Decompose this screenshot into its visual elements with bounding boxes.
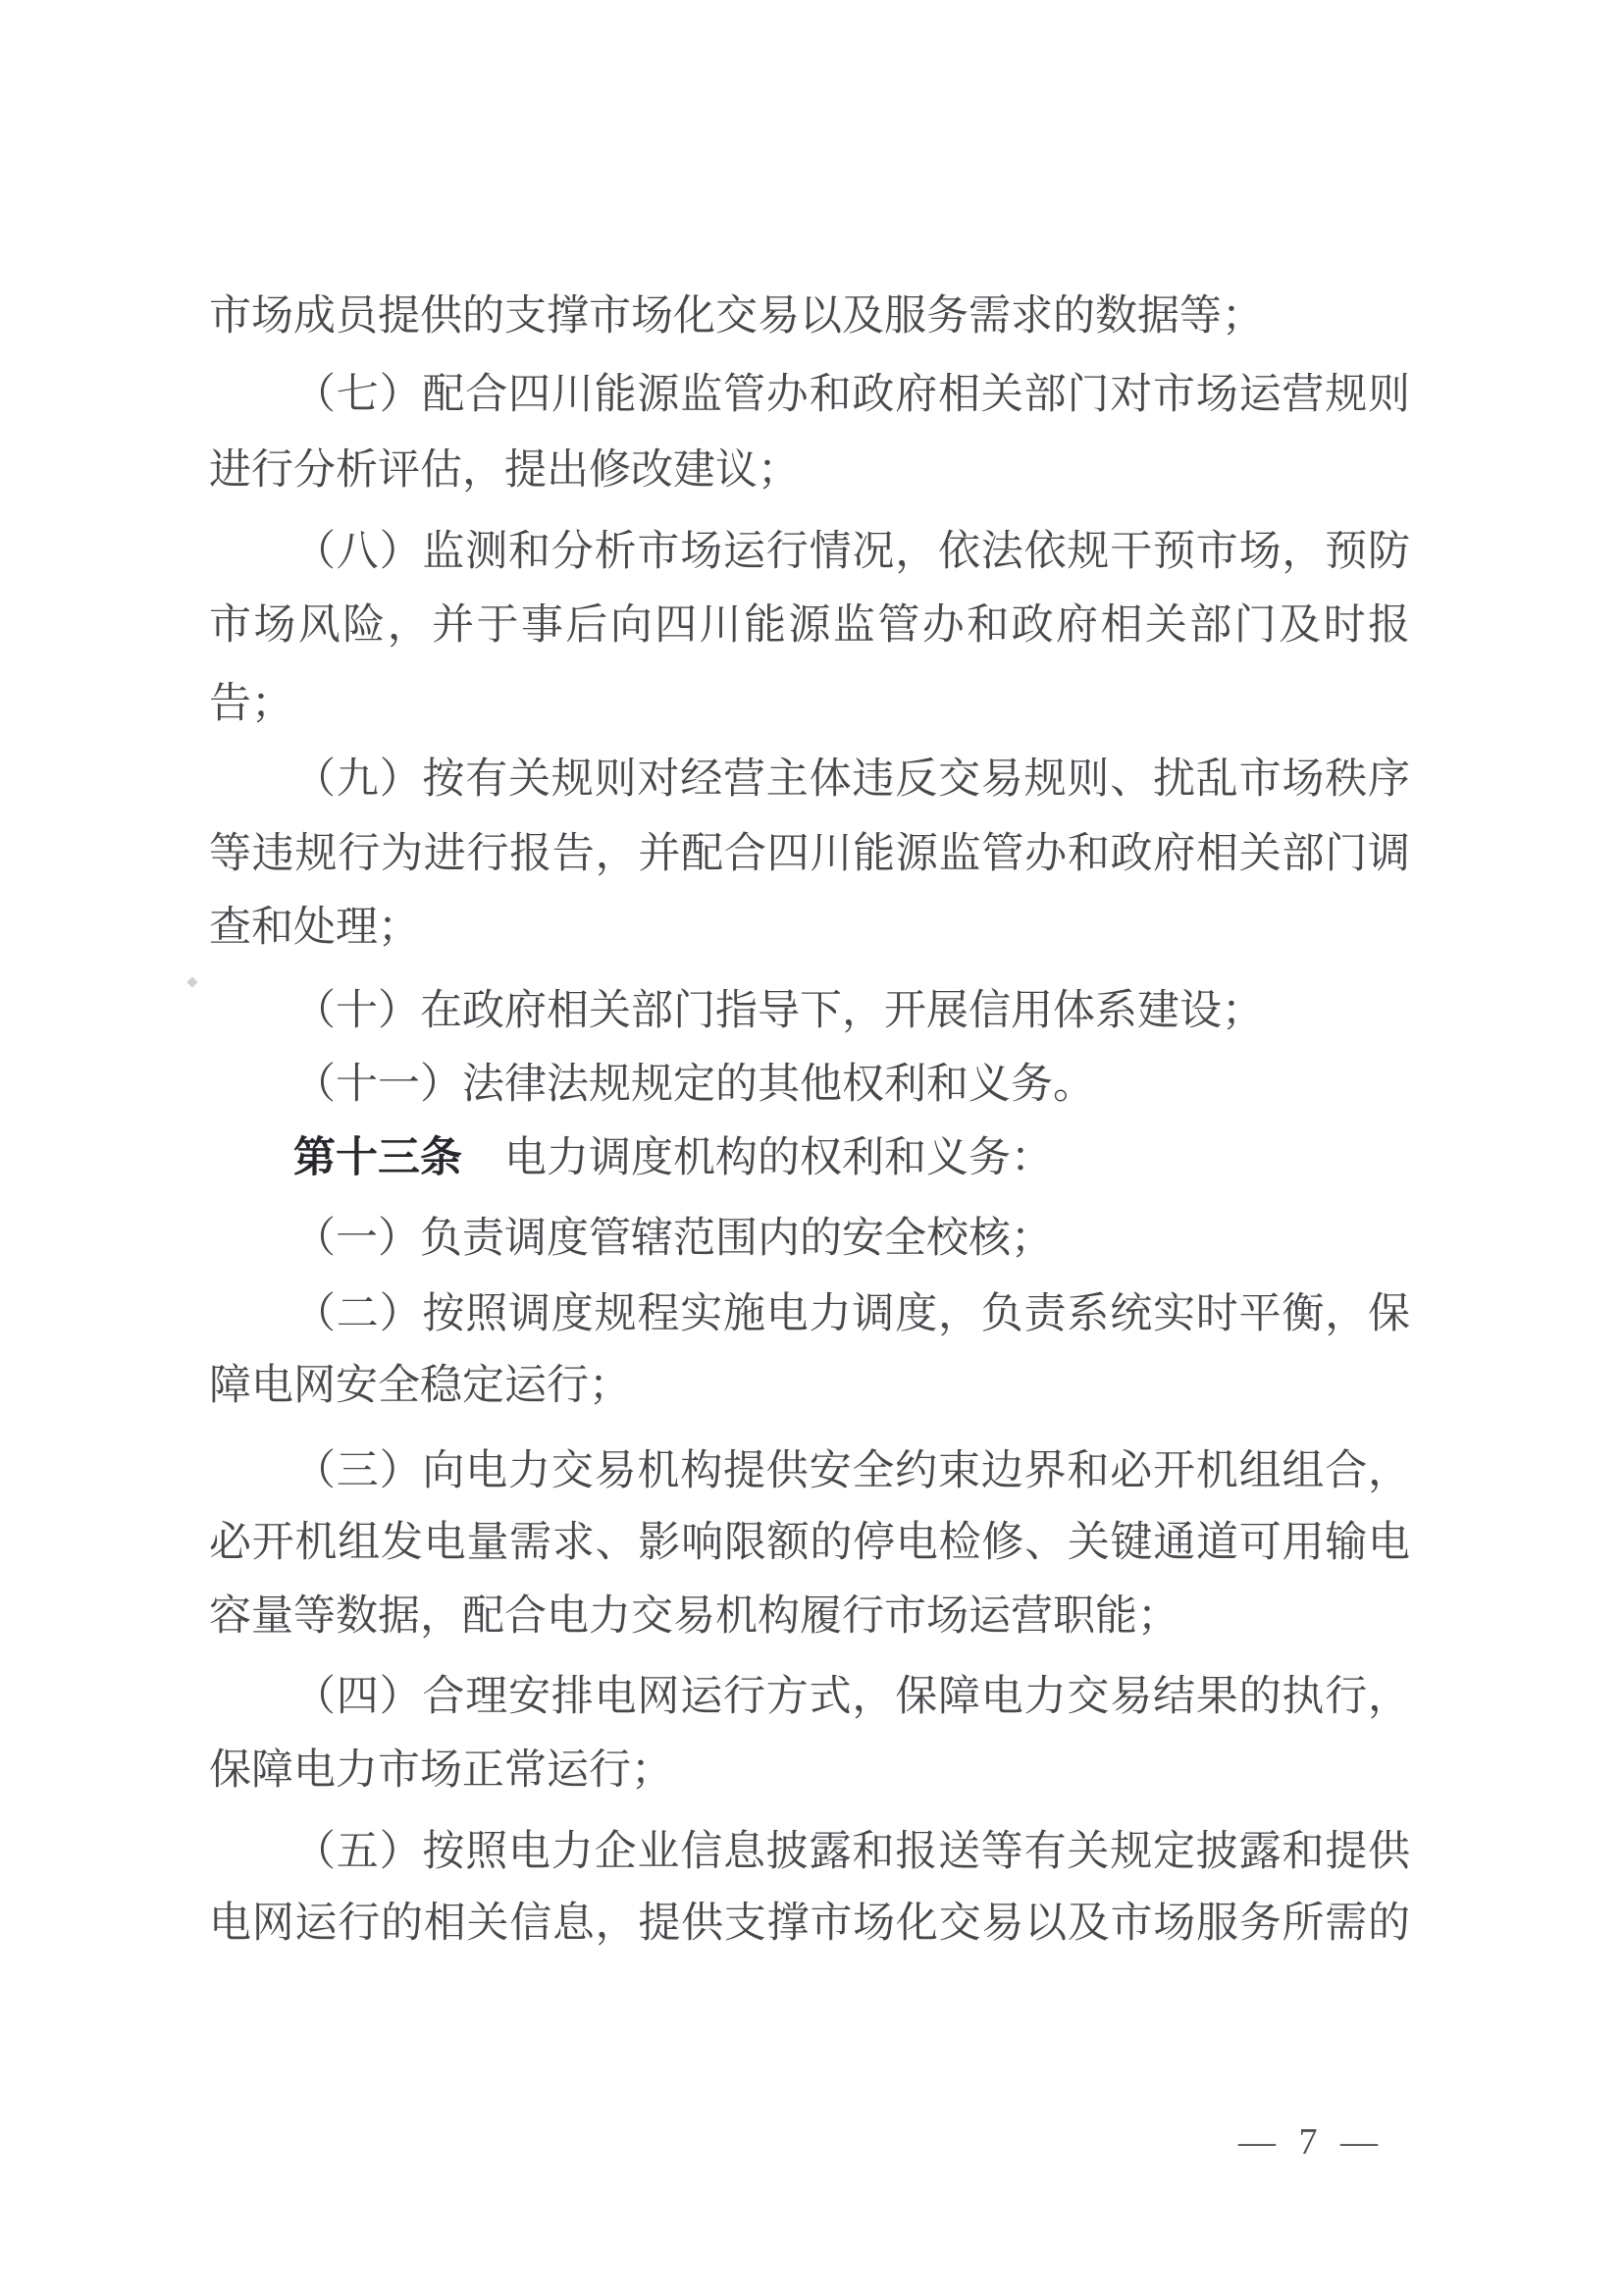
doc-line: （二）按照调度规程实施电力调度，负责系统实时平衡，保 — [293, 1289, 1410, 1338]
doc-line: 告； — [209, 679, 293, 728]
doc-line: （八）监测和分析市场运行情况，依法依规干预市场，预防 — [293, 527, 1410, 576]
doc-line: 市场风险，并于事后向四川能源监管办和政府相关部门及时报 — [209, 600, 1410, 650]
doc-line: （九）按有关规则对经营主体违反交易规则、扰乱市场秩序 — [293, 755, 1410, 804]
doc-line: 必开机组发电量需求、影响限额的停电检修、关键通道可用输电 — [209, 1518, 1410, 1567]
doc-line: （十一）法律法规规定的其他权利和义务。 — [293, 1060, 1095, 1109]
doc-line: （七）配合四川能源监管办和政府相关部门对市场运营规则 — [293, 370, 1410, 419]
doc-line: （四）合理安排电网运行方式，保障电力交易结果的执行， — [293, 1672, 1410, 1721]
article-title: 电力调度机构的权利和义务： — [504, 1133, 1053, 1182]
doc-line: （一）负责调度管辖范围内的安全校核； — [293, 1214, 1053, 1263]
doc-line: （十）在政府相关部门指导下，开展信用体系建设； — [293, 986, 1264, 1035]
doc-line: 障电网安全稳定运行； — [209, 1361, 631, 1410]
article-13-heading — [209, 1128, 1410, 1187]
doc-line: 等违规行为进行报告，并配合四川能源监管办和政府相关部门调 — [209, 829, 1410, 878]
doc-line: 电网运行的相关信息，提供支撑市场化交易以及市场服务所需的 — [209, 1899, 1410, 1948]
doc-line: 容量等数据，配合电力交易机构履行市场运营职能； — [209, 1592, 1179, 1641]
doc-line: 进行分析评估，提出修改建议； — [209, 445, 800, 495]
scan-artifact-dot — [186, 976, 197, 987]
article-number: 第十三条 — [293, 1133, 462, 1182]
page-number: — 7 — — [1238, 2121, 1385, 2163]
doc-line: 查和处理； — [209, 903, 420, 952]
doc-line: （三）向电力交易机构提供安全约束边界和必开机组组合， — [293, 1446, 1410, 1495]
doc-line: 保障电力市场正常运行； — [209, 1746, 673, 1795]
doc-line: 市场成员提供的支撑市场化交易以及服务需求的数据等； — [209, 291, 1264, 340]
doc-line: （五）按照电力企业信息披露和报送等有关规定披露和提供 — [293, 1827, 1410, 1876]
